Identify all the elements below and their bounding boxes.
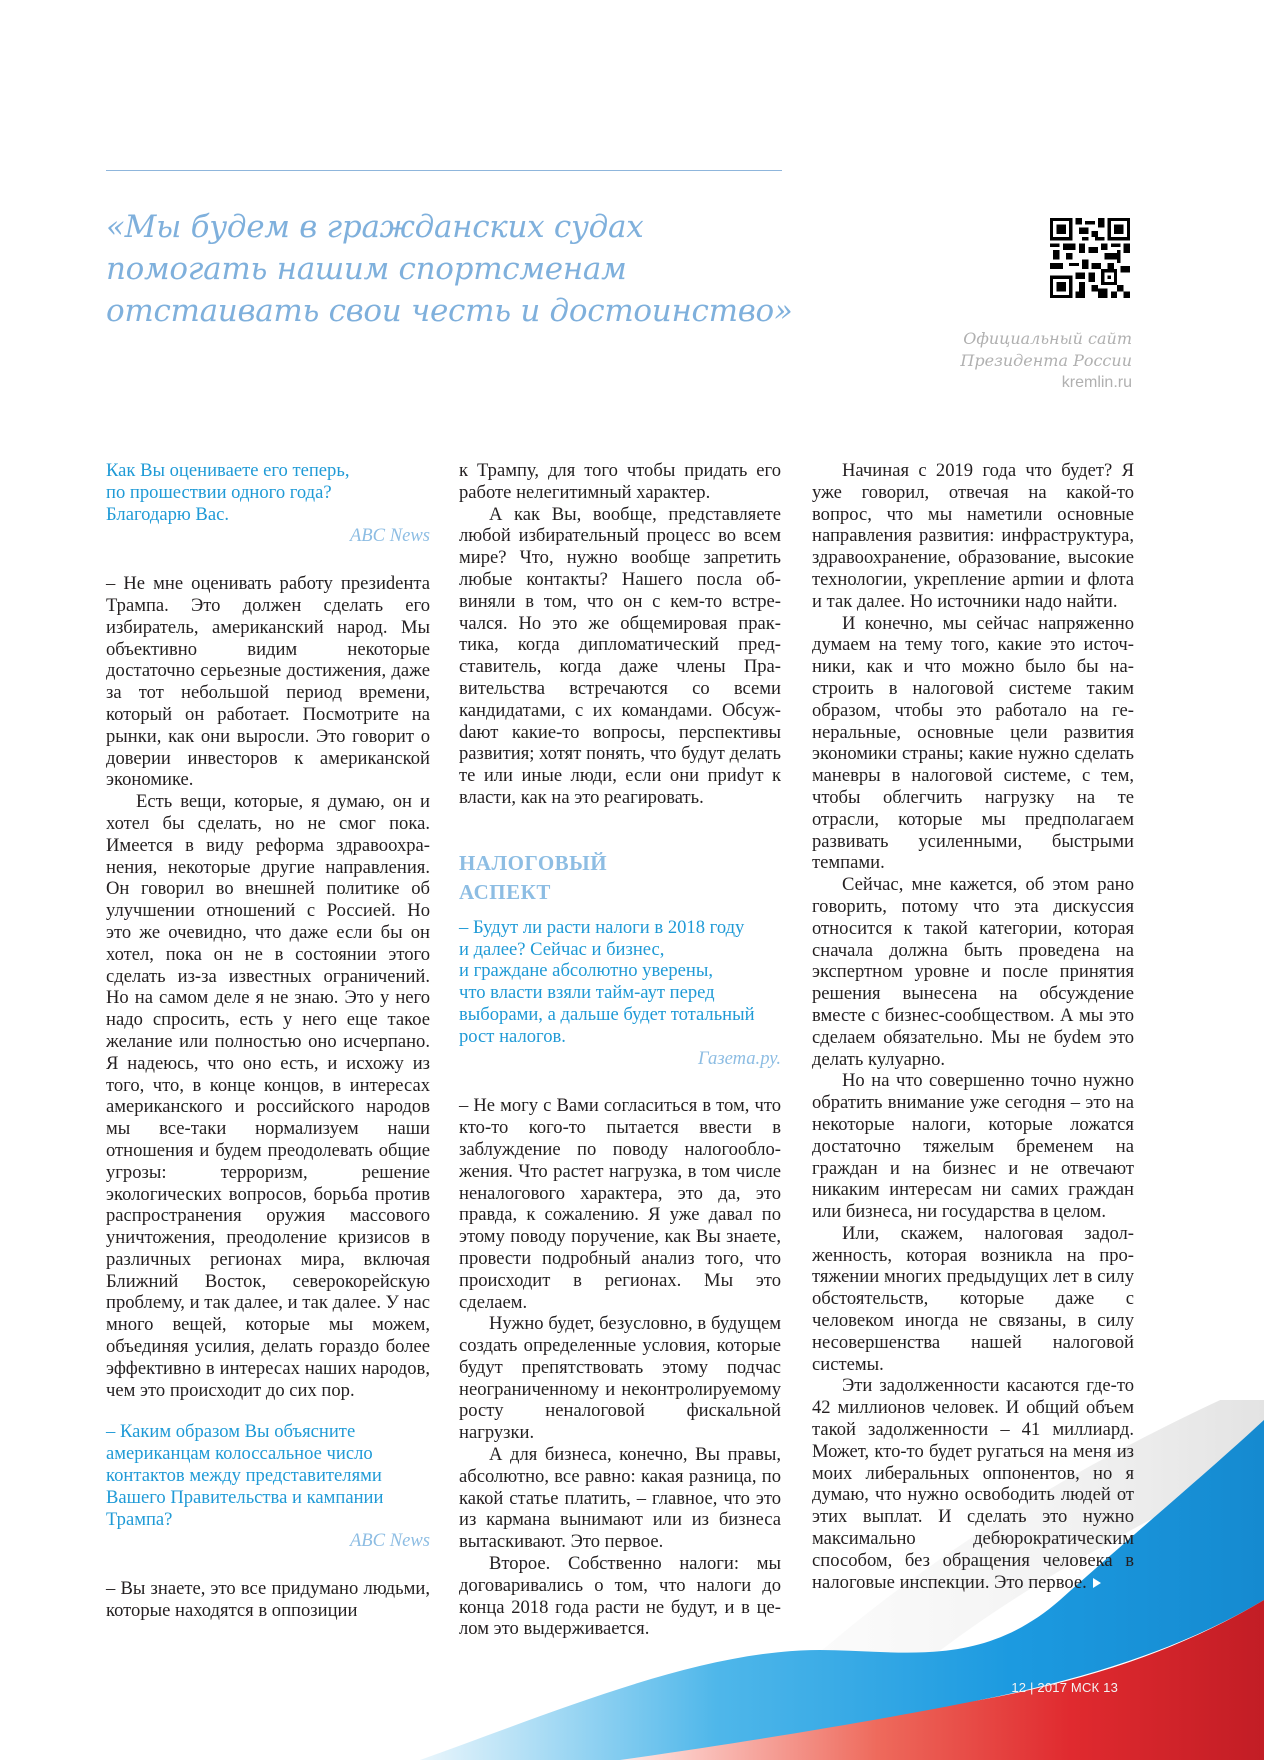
question-line: Как Вы оцениваете его теперь, — [106, 460, 350, 481]
answer-paragraph: к Трампу, для того чтобы придать его работе нелегитимный характер. — [459, 460, 781, 503]
question-line: Трампа? — [106, 1508, 173, 1530]
question-line: и далее? Сейчас и бизнес, — [459, 938, 665, 960]
question-line: выборами, а дальше будет тотальный — [459, 1003, 755, 1025]
question-line: и граждане абсолютно уверены, — [459, 960, 714, 982]
question-line: что власти взяли тайм-аут перед — [459, 982, 715, 1004]
answer-paragraph: Второе. Собственно налоги: мы договаривались о том, что налоги до конца 2018 года расти не будут, и в целом это выдерживается. — [459, 1553, 781, 1640]
qr-code-icon[interactable] — [1050, 218, 1130, 298]
pull-quote-line: помогать нашим спортсменам — [106, 251, 627, 287]
answer-paragraph: Но на что совершенно точно нужно обратить внимание уже сегодня – это на некоторые налоги, которые ложатся достаточно тяжелым бременем на граждан и на бизнес и не отвечают никаким интересам ни самих граждан или бизнеса, ни государства в целом. — [812, 1070, 1134, 1223]
section-heading-line: НАЛОГОВЫЙ — [459, 850, 608, 875]
question-line: – Будут ли расти налоги в 2018 году — [459, 916, 745, 938]
source-line: Официальный сайт — [963, 329, 1132, 348]
source-url[interactable]: kremlin.ru — [1061, 374, 1132, 391]
source-line: Президента России — [960, 351, 1132, 370]
answer-paragraph: Есть вещи, которые, я думаю, он и хотел бы сделать, но не смог пока. Имеется в виду реформа здравоохранения, некоторые другие направления. Он говорил во внешней политике об улучшении отношений с Россией. Но это же очевидно, что даже если бы он хотел, пока он не в состоянии этого сделать из-за известных ограничений. Но на самом деле я не знаю. Это у него надо спросить, есть у него еще такое желание или полностью оно исчерпано. Я надеюсь, что оно есть, и исхожу из того, что, в конце концов, в интересах американского и российского народов мы все-таки нормализуем наши отношения и будем преодолевать общие угрозы: терроризм, решение экологических вопросов, борьба против распространения оружия массового уничтожения, преодоление кризисов в различных регионах мира, включая Ближний Восток, северокорейскую проблему, и так далее, и так далее. У нас много вещей, которые мы можем, объединяя усилия, делать гораздо более эффективно в интересах наших народов, чем это происходит до сих пор. — [106, 791, 430, 1401]
answer-paragraph: Сейчас, мне кажется, об этом рано говорить, потому что эта дискуссия относится к такой категории, которая сначала должна быть проведена на экспертном уровне и после принятия решения вынесена на обсуждение вместе с бизнес-сообществом. А мы это сделаем обязательно. Мы не буdем это делать кулуарно. — [812, 874, 1134, 1070]
interview-question — [459, 917, 781, 1048]
answer-paragraph: А для бизнеса, конечно, Вы правы, абсолютно, все равно: какая разница, по какой статье платить, – главное, что это из кармана вынимают или из бизнеса вытаскивают. Это первое. — [459, 1444, 781, 1553]
article-column-2 — [459, 460, 781, 1640]
interview-question — [106, 460, 430, 525]
question-line: Благодарю Вас. — [106, 503, 229, 525]
question-line: контактов между представителями — [106, 1465, 382, 1487]
pull-quote-line: отстаивать свои честь и достоинство» — [106, 293, 793, 329]
question-attribution: ABC News — [349, 525, 430, 547]
top-divider-line — [106, 170, 782, 171]
answer-paragraph-final — [812, 1375, 1134, 1593]
article-column-1 — [106, 460, 430, 1622]
answer-paragraph: – Не мне оценивать работу презиdента Трампа. Это должен сделать его избиратель, американский народ. Мы объективно видим некоторые достаточно серьезные достижения, даже за тот небольшой период времени, который он работает. Посмотрите на рынки, как они выросли. Это говорит о доверии инвесторов к американской экономике. — [106, 573, 430, 791]
section-heading — [459, 849, 781, 907]
interview-question — [106, 1421, 430, 1530]
question-attribution: ABC News — [349, 1530, 430, 1552]
question-line: по прошествии одного года? — [106, 481, 332, 503]
answer-paragraph: – Вы знаете, это все придумано людьми, которые находятся в оппозиции — [106, 1578, 430, 1622]
question-line: Вашего Правительства и кампании — [106, 1486, 384, 1508]
answer-paragraph: Начиная с 2019 года что будет? Я уже говорил, отвечая на какой-то вопрос, что мы наметили основные направления развития: инфраструктура, здравоохранение, образование, высокие технологии, укрепление арmии и флота и так далее. Но источники надо найти. — [812, 460, 1134, 612]
answer-paragraph: Или, скажем, налоговая задолженность, которая возникла на протяжении многих предыдущих лет в силу обстоятельств, которые даже с человеком иногда не связаны, в силу несовершенства нашей налоговой системы. — [812, 1222, 1134, 1375]
source-credit — [960, 328, 1132, 394]
question-attribution: Газета.ру. — [697, 1047, 781, 1069]
answer-paragraph-text: Эти задолженности касаются где-то 42 миллионов человек. И общий объем такой задолженности – 41 миллиард. Может, кто-то будет ругаться на меня из моих либеральных оппонентов, но я думаю, что нужно освободить людей от этих выплат. И сделать это нужно максимально дебюрократическим способом, без обращения человека в налоговые инспекции. Это первое. — [812, 1375, 1134, 1593]
pull-quote-heading — [106, 206, 806, 332]
question-line: американцам колоссальное число — [106, 1443, 373, 1465]
question-line: – Каким образом Вы объясните — [106, 1421, 356, 1443]
article-column-3 — [812, 460, 1134, 1593]
answer-paragraph: А как Вы, вообще, представляете любой избирательный процесс во всем мире? Что, нужно вообще запретить любые контакты? Нашего посла обвиняли в том, что он с кем-то встречался. Но это же общемировая практика, когда дипломатический представитель, когда даже члены Правительства встречаются со всеми кандидатами, с их командами. Обсужdают какие-то вопросы, перспективы развития; хотят понять, что будут делать те или иные люди, если они приdут к власти, как на это реагировать. — [459, 503, 781, 808]
section-heading-line: АСПЕКТ — [459, 879, 551, 904]
answer-paragraph: Нужно будет, безусловно, в будущем создать определенные условия, которые будут препятствовать этому подчас неограниченному и неконтролируемому росту неналоговой фискальной нагрузки. — [459, 1313, 781, 1444]
page-footer-label: 12 | 2017 МСК 13 — [1011, 1680, 1118, 1695]
answer-paragraph: И конечно, мы сейчас напряженно думаем на тему того, какие это источники, как и что можно было бы настроить в налоговой системе таким образом, чтобы это работало на генеральные, основные цели развития экономики страны; какие нужно сделать маневры в налоговой системе, с тем, чтобы облегчить нагрузку на те отрасли, которые мы предполагаем развивать усиленными, быстрыми темпами. — [812, 612, 1134, 874]
continue-arrow-icon[interactable] — [1093, 1578, 1101, 1588]
question-line: рост налогов. — [459, 1025, 566, 1047]
answer-paragraph: – Не могу с Вами согласиться в том, что кто-то кого-то пытается ввести в заблуждение по поводу налогообложения. Что растет нагрузка, в том числе неналогового характера, это да, это правда, к сожалению. Я уже давал по этому поводу поручение, как Вы знаете, провести подробный анализ того, что происходит в регионах. Мы это сделаем. — [459, 1095, 781, 1313]
pull-quote-line: «Мы будем в гражданских судах — [106, 209, 644, 245]
